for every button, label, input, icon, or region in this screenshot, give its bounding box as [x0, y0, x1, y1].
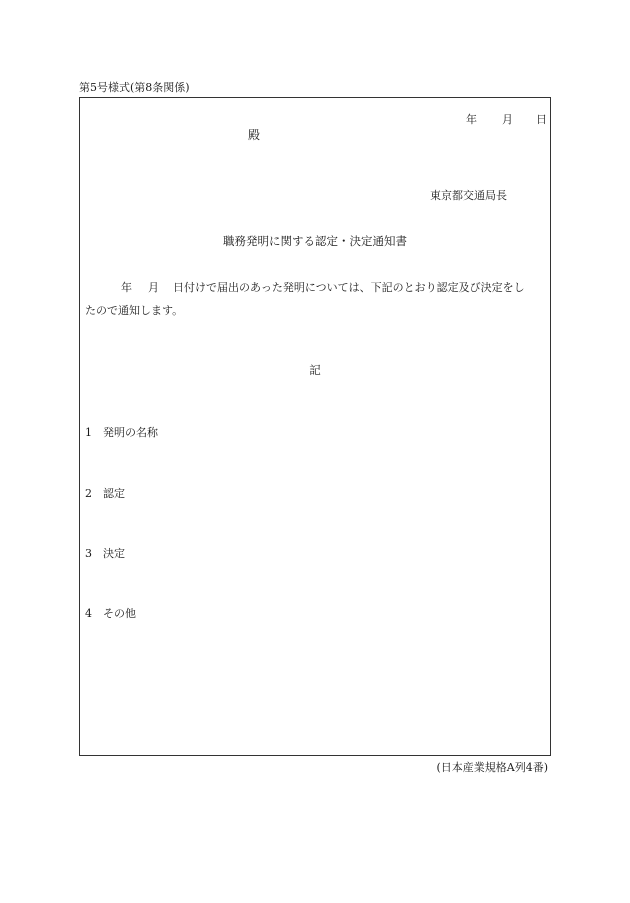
- addressee-honorific: 殿: [248, 128, 261, 142]
- body-year-label: 年: [121, 281, 132, 294]
- date-day-label: 日: [536, 113, 547, 126]
- item-number: 1: [85, 426, 92, 439]
- item-number: 2: [85, 487, 92, 500]
- body-month-label: 月: [148, 281, 159, 294]
- item-label-other: その他: [103, 607, 136, 620]
- item-label-invention-name: 発明の名称: [103, 426, 158, 439]
- document-title: 職務発明に関する認定・決定通知書: [223, 234, 407, 248]
- item-label-decision: 決定: [103, 547, 125, 560]
- date-year-label: 年: [466, 113, 477, 126]
- ki-heading: 記: [309, 363, 321, 377]
- sender-name: 東京都交通局長: [430, 189, 507, 202]
- paper-standard-note: (日本産業規格A列4番): [436, 761, 548, 774]
- body-text-line-2: たので通知します。: [85, 304, 184, 317]
- item-label-recognition: 認定: [103, 487, 125, 500]
- body-text-rest: 日付けで届出のあった発明については、下記のとおり認定及び決定をし: [173, 281, 525, 294]
- item-number: 3: [85, 547, 92, 560]
- date-month-label: 月: [502, 113, 513, 126]
- item-number: 4: [85, 607, 92, 620]
- form-number-label: 第5号様式(第8条関係): [79, 81, 190, 94]
- body-text-line-1: [121, 282, 571, 294]
